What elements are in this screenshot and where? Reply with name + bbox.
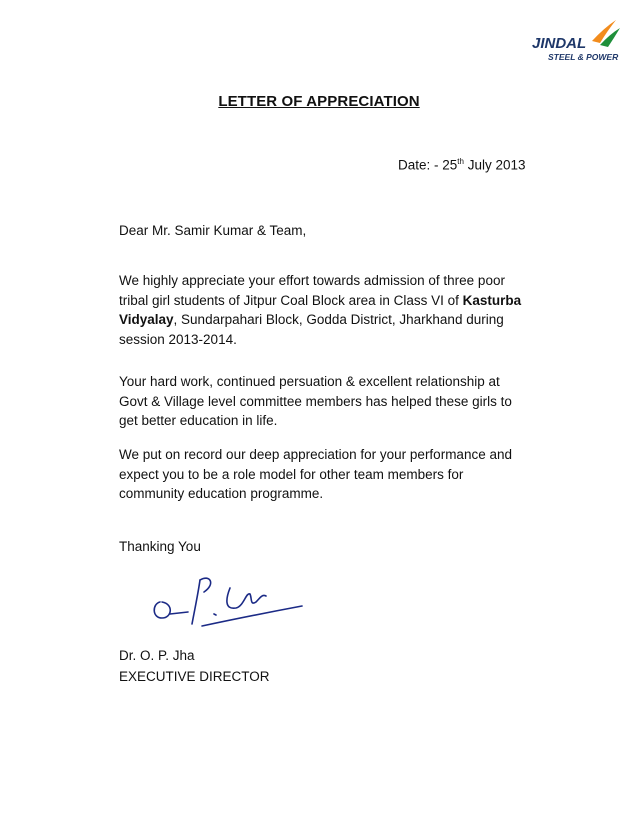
paragraph-appreciation: We put on record our deep appreciation for your performance and expect you to be a role model for other team members for community education programme. [119, 447, 512, 501]
signature-p-bowl [200, 578, 211, 592]
signature-dash [170, 612, 188, 614]
date-prefix: Date: - 25 [398, 157, 458, 173]
signer-title: EXECUTIVE DIRECTOR [119, 669, 270, 684]
salutation: Dear Mr. Samir Kumar & Team, [119, 223, 307, 238]
signature-underline [202, 606, 302, 626]
closing-text: Thanking You [119, 539, 201, 554]
signature-jha [227, 588, 266, 608]
paragraph1-after: , Sundarpahari Block, Godda District, Jharkhand during session 2013-2014. [119, 312, 504, 347]
paragraph1-before: We highly appreciate your effort towards admission of three poor tribal girl students of Jitpur Coal Block area in Class VI of [119, 273, 505, 308]
logo-brand-text: JINDAL [532, 35, 587, 52]
school-name: Kasturba Vidyalay [119, 292, 522, 327]
signature-image [140, 568, 310, 632]
paragraph-admission [119, 271, 524, 349]
signature-dot [214, 614, 216, 615]
paragraph-hard-work: Your hard work, continued persuation & excellent relationship at Govt & Village level committee members has helped these girls to get better education in life. [119, 374, 512, 428]
letter-title: LETTER OF APPRECIATION [218, 93, 420, 110]
logo-tagline-text: STEEL & POWER [548, 52, 619, 62]
signature-loop [154, 602, 170, 618]
letter-date [398, 157, 526, 173]
signature-p-stem [192, 580, 200, 624]
jindal-logo [524, 16, 624, 66]
signer-name: Dr. O. P. Jha [119, 648, 195, 663]
date-rest: July 2013 [463, 157, 526, 173]
date-suffix: th [457, 157, 464, 166]
